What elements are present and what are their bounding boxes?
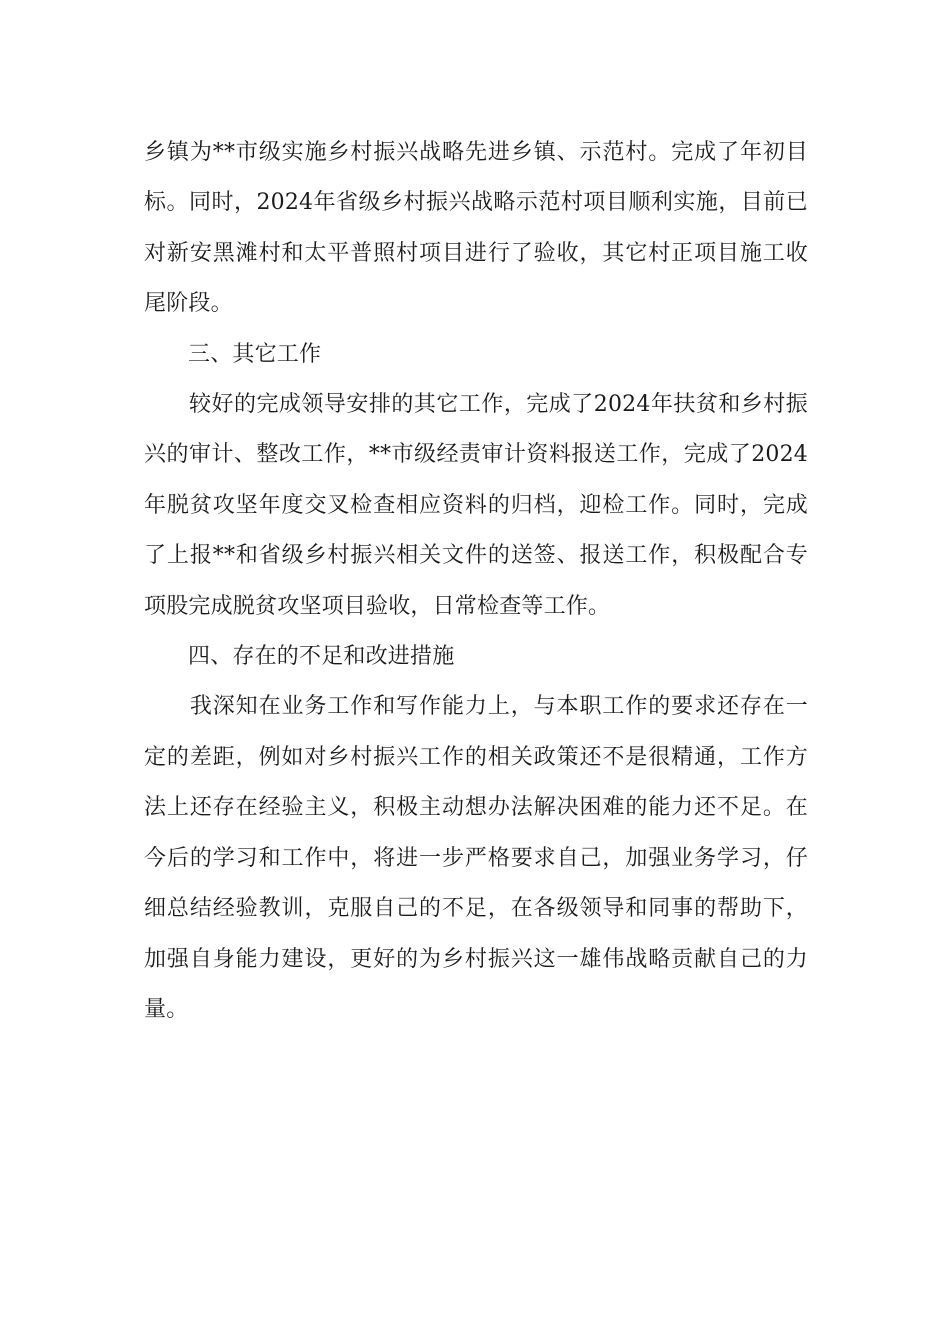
text-line: 较好的完成领导安排的其它工作，完成了2024年扶贫和乡村振 xyxy=(144,392,808,418)
paragraph-continued xyxy=(144,128,808,330)
document-body xyxy=(144,128,808,1035)
text-line: 法上还存在经验主义，积极主动想办法解决困难的能力还不足。在 xyxy=(144,795,808,821)
paragraph-shortcomings xyxy=(144,682,808,1035)
text-line: 兴的审计、整改工作，**市级经责审计资料报送工作，完成了2024 xyxy=(144,442,808,468)
text-line: 年脱贫攻坚年度交叉检查相应资料的归档，迎检工作。同时，完成 xyxy=(144,492,808,518)
text-line: 对新安黑滩村和太平普照村项目进行了验收，其它村正项目施工收 xyxy=(144,240,808,266)
section-heading-other-work: 三、其它工作 xyxy=(188,341,322,367)
text-line: 项股完成脱贫攻坚项目验收，日常检查等工作。 xyxy=(144,593,611,619)
text-line: 今后的学习和工作中，将进一步严格要求自己，加强业务学习，仔 xyxy=(144,845,808,871)
text-line: 了上报**和省级乡村振兴相关文件的送签、报送工作，积极配合专 xyxy=(144,543,808,569)
text-line: 乡镇为**市级实施乡村振兴战略先进乡镇、示范村。完成了年初目 xyxy=(144,140,808,165)
paragraph-other-work xyxy=(144,380,808,632)
text-line: 标。同时，2024年省级乡村振兴战略示范村项目顺利实施，目前已 xyxy=(144,190,808,216)
text-line: 加强自身能力建设，更好的为乡村振兴这一雄伟战略贡献自己的力 xyxy=(144,946,808,972)
text-line: 细总结经验教训，克服自己的不足，在各级领导和同事的帮助下， xyxy=(144,896,808,922)
text-line: 定的差距，例如对乡村振兴工作的相关政策还不是很精通，工作方 xyxy=(144,744,808,770)
text-line: 尾阶段。 xyxy=(144,291,233,317)
text-line: 我深知在业务工作和写作能力上，与本职工作的要求还存在一 xyxy=(144,694,808,720)
text-line: 量。 xyxy=(144,996,189,1022)
section-heading-shortcomings: 四、存在的不足和改进措施 xyxy=(188,644,455,670)
